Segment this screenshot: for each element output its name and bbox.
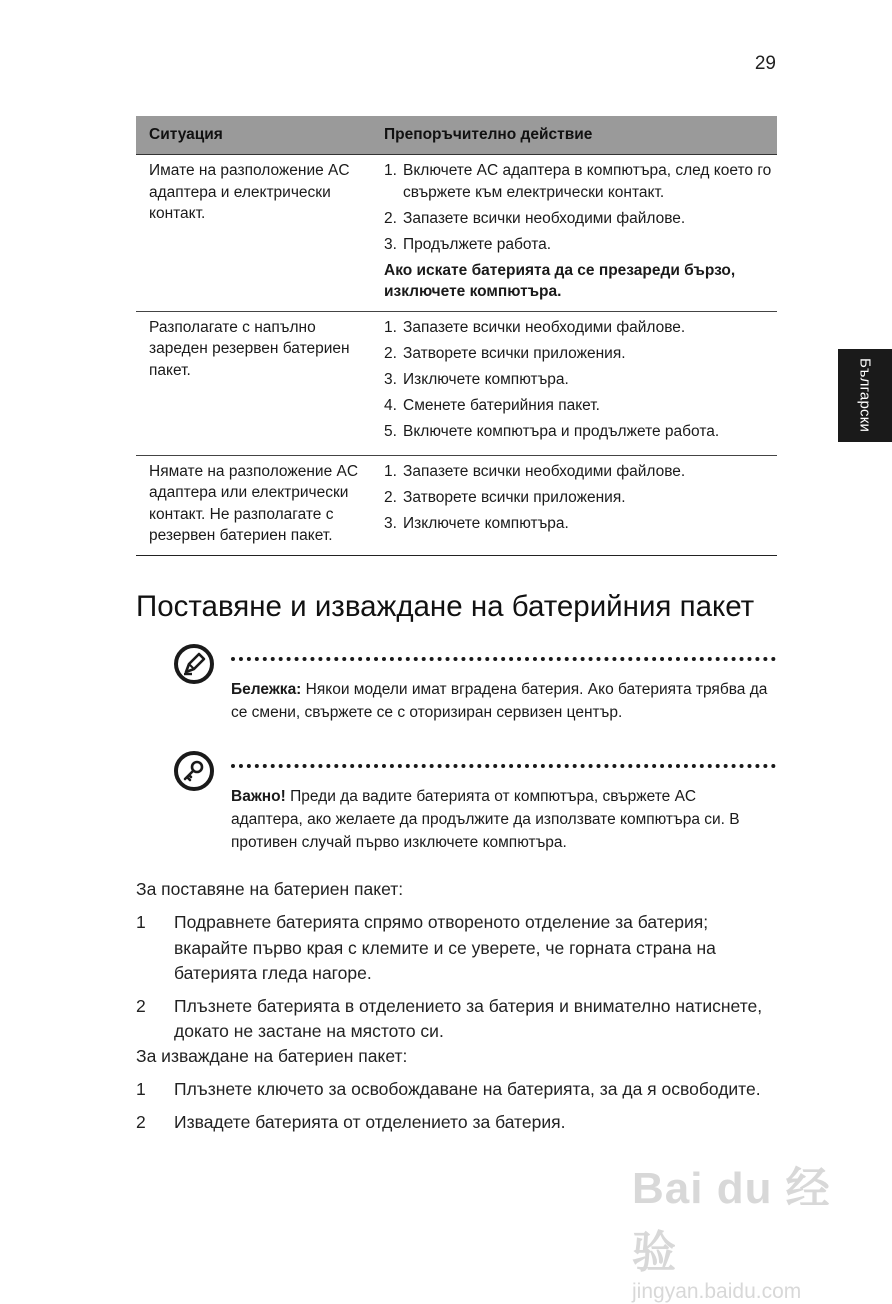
situation-table bbox=[136, 116, 777, 556]
table-row bbox=[136, 455, 777, 555]
action-cell bbox=[376, 455, 777, 555]
section-title: Поставяне и изваждане на батерийния пакет bbox=[136, 590, 755, 623]
important-text: Важно! Преди да вадите батерията от компютъра, свържете AC адаптера, ако желаете да продължите да използвате компютъра си. В противен случай първо изключете компютъра. bbox=[231, 788, 740, 851]
important-callout bbox=[174, 751, 776, 861]
step-item: 3. Продължете работа. bbox=[384, 235, 552, 253]
action-cell bbox=[376, 155, 777, 312]
charge-note: Ако искате батерията да се презареди бързо, изключете компютъра. bbox=[384, 261, 736, 300]
situation-cell: Нямате на разположение AC адаптера или електрически контакт. Не разполагате с резервен батериен пакет. bbox=[136, 455, 376, 555]
important-divider bbox=[231, 764, 776, 768]
header-situation: Ситуация bbox=[136, 116, 376, 155]
table-header-row bbox=[136, 116, 777, 155]
language-tab-label: Български bbox=[856, 358, 874, 433]
language-tab bbox=[838, 349, 892, 442]
note-callout bbox=[174, 644, 776, 734]
note-text: Бележка: Някои модели имат вградена батерия. Ако батерията трябва да се смени, свържете се с оторизиран сервизен център. bbox=[231, 681, 768, 721]
watermark bbox=[632, 1152, 852, 1303]
step-item: 1. Запазете всички необходими файлове. bbox=[384, 462, 686, 480]
table-row bbox=[136, 155, 777, 312]
action-cell bbox=[376, 311, 777, 455]
step-item: 4. Сменете батерийния пакет. bbox=[384, 396, 600, 414]
watermark-url: jingyan.baidu.com bbox=[632, 1280, 802, 1303]
watermark-logo: Bai du 经验 bbox=[632, 1164, 831, 1277]
note-pen-icon bbox=[174, 644, 214, 684]
step-item: 3. Изключете компютъра. bbox=[384, 370, 569, 388]
list-item: 2 Плъзнете батерията в отделението за батерия и внимателно натиснете, докато не застане на мястото си. bbox=[136, 995, 763, 1041]
list-item: 1 Плъзнете ключето за освобождаване на батерията, за да я освободите. bbox=[136, 1079, 761, 1099]
step-item: 2. Затворете всички приложения. bbox=[384, 488, 626, 506]
step-item: 5. Включете компютъра и продължете работа. bbox=[384, 422, 720, 440]
note-divider bbox=[231, 657, 776, 661]
step-item: 1. Включете AC адаптера в компютъра, след което го свържете към електрически контакт. bbox=[384, 162, 772, 201]
step-item: 2. Затворете всички приложения. bbox=[384, 344, 626, 362]
insert-steps bbox=[136, 910, 786, 1052]
situation-cell: Имате на разположение AC адаптера и електрически контакт. bbox=[136, 155, 376, 312]
important-key-icon bbox=[174, 751, 214, 791]
insert-intro: За поставяне на батериен пакет: bbox=[136, 879, 404, 899]
list-item: 2 Извадете батерията от отделението за батерия. bbox=[136, 1111, 566, 1132]
step-item: 2. Запазете всички необходими файлове. bbox=[384, 209, 686, 227]
step-item: 1. Запазете всички необходими файлове. bbox=[384, 318, 686, 336]
situation-cell: Разполагате с напълно зареден резервен батериен пакет. bbox=[136, 311, 376, 455]
table-row bbox=[136, 311, 777, 455]
step-item: 3. Изключете компютъра. bbox=[384, 514, 569, 532]
header-action: Препоръчително действие bbox=[376, 116, 777, 155]
list-item: 1 Подравнете батерията спрямо отвореното отделение за батерия; вкарайте първо края с клемите и се уверете, че горната страна на батерията гледа нагоре. bbox=[136, 912, 716, 983]
remove-steps bbox=[136, 1077, 786, 1142]
page-number: 29 bbox=[754, 53, 776, 74]
remove-intro: За изваждане на батериен пакет: bbox=[136, 1046, 408, 1066]
